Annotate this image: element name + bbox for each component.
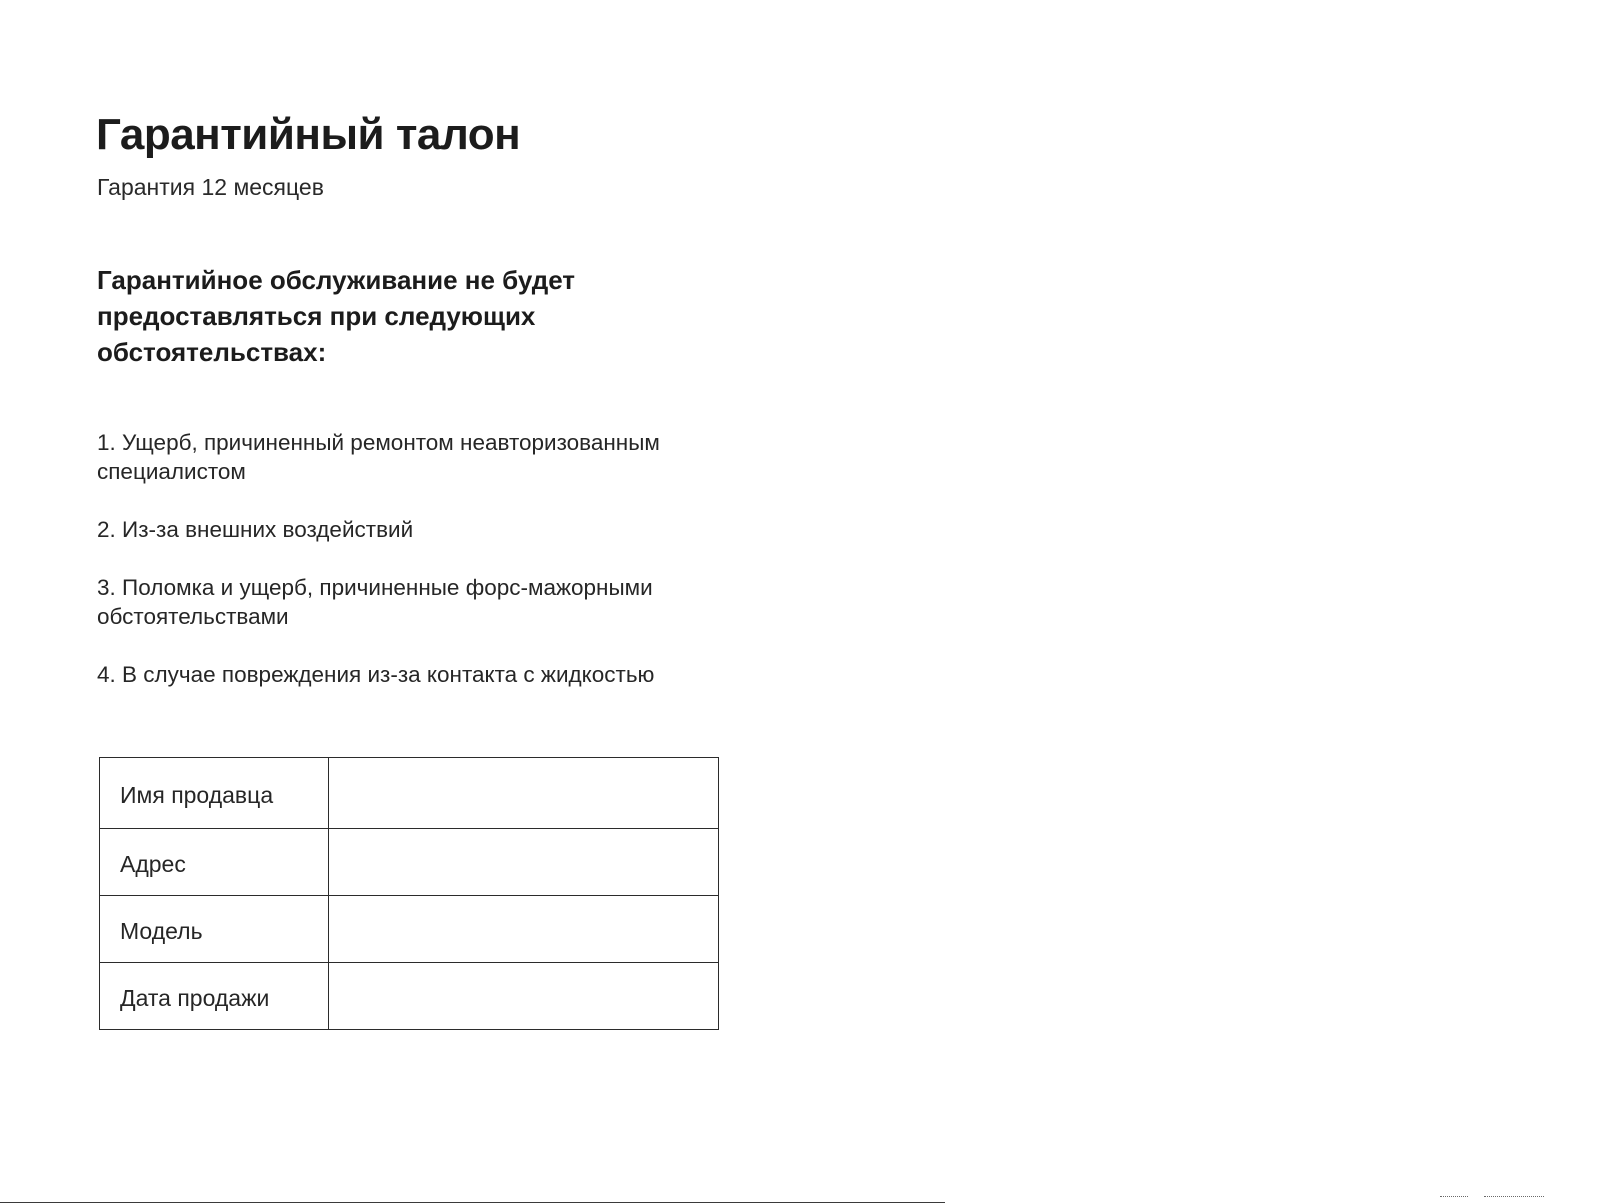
warranty-period: Гарантия 12 месяцев [97,174,324,200]
table-row-address [100,829,719,896]
sale-date-field[interactable] [329,963,719,1030]
exclusions-list [97,428,737,718]
table-row-model [100,896,719,963]
exclusion-item-2: 2. Из-за внешних воздействий [97,517,414,542]
crop-mark [1440,1196,1468,1201]
table-row-seller [100,758,719,829]
model-label: Модель [100,896,329,963]
table-row-sale-date [100,963,719,1030]
address-label: Адрес [100,829,329,896]
exclusions-heading: Гарантийное обслуживание не будет предоставляться при следующих обстоятельствах: [97,265,576,367]
sale-info-table [99,757,719,1030]
exclusion-item-4: 4. В случае повреждения из-за контакта с жидкостью [97,662,655,687]
seller-name-label: Имя продавца [100,758,329,829]
sale-date-label: Дата продажи [100,963,329,1030]
crop-mark [1484,1196,1544,1201]
seller-name-field[interactable] [329,758,719,829]
page-title: Гарантийный талон [96,110,521,159]
address-field[interactable] [329,829,719,896]
model-field[interactable] [329,896,719,963]
exclusion-item-3: 3. Поломка и ущерб, причиненные форс-мажорными обстоятельствами [97,575,653,629]
exclusion-item-1: 1. Ущерб, причиненный ремонтом неавторизованным специалистом [97,430,660,484]
